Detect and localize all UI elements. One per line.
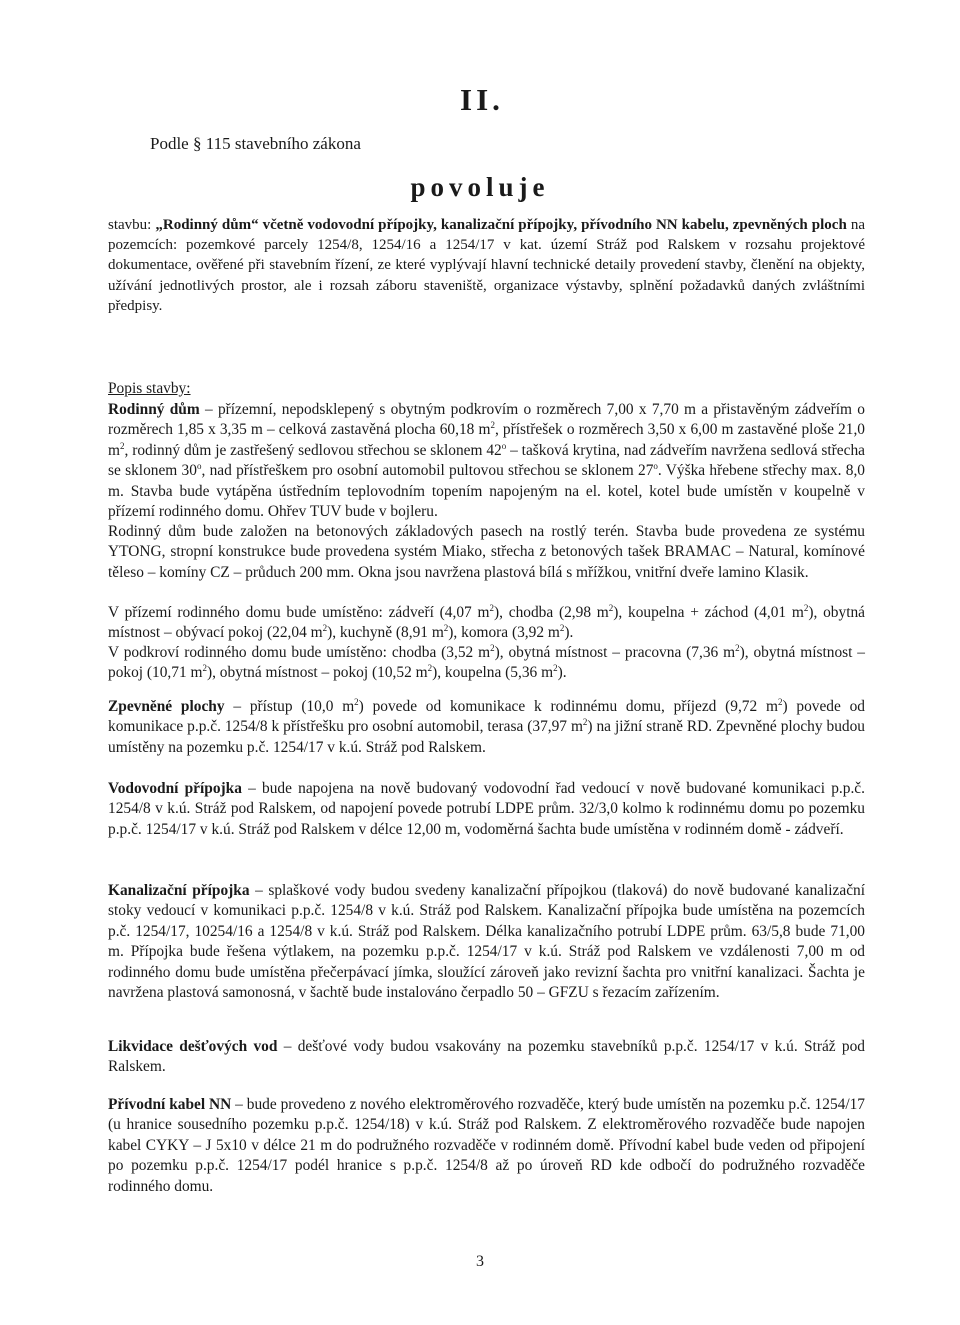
superscript: 2 <box>777 696 783 707</box>
attic-paragraph <box>108 643 865 684</box>
paved-areas-paragraph <box>108 697 865 758</box>
superscript: 2 <box>735 642 740 653</box>
superscript: o <box>196 461 202 472</box>
superscript: 2 <box>490 420 495 431</box>
page-number: 3 <box>476 1253 484 1270</box>
superscript: 2 <box>354 696 359 707</box>
intro-bold: „Rodinný dům“ včetně vodovodní přípojky, kanalizační přípojky, přívodního NN kabelu, zpevněných ploch <box>155 217 847 233</box>
text-segment: – bude provedeno z nového elektroměrového rozvaděče, který bude umístěn na pozemku p.č. 1254/17 (u hranice sousedního pozemku p.p.č. 1254/18) v k.ú. Stráž pod Ralskem. Z elektroměrového rozvaděče bude napojen kabel CYKY – J 5x10 v délce 21 m do podružného rozvaděče v rodinném domě. Přívodní kabel bude veden od připojení po pozemku p.p.č. 1254/17 podél hranice s p.p.č. 1254/8 až po úroveň RD kde odbočí do podružného rozvaděče rodinného domu. <box>108 1096 866 1195</box>
superscript: 2 <box>582 717 588 728</box>
superscript: 2 <box>322 623 328 634</box>
superscript: 2 <box>490 642 495 653</box>
text-segment: V podkroví rodinného domu bude umístěno: chodba (3,52 m <box>108 644 491 661</box>
text-segment: ) povede od komunikace p.p.č. 1254/8 k přístřešku pro osobní automobil, terasa (37,97 m <box>108 698 865 736</box>
superscript: o <box>653 461 658 472</box>
text-segment: – tašková krytina, nad zádveřím navržena sedlová střecha se sklonem 30 <box>108 441 865 480</box>
text-segment: ), obytná místnost – pracovna (7,36 m <box>494 644 736 661</box>
text-segment: ), obytná místnost – obývací pokoj (22,04 m <box>108 604 865 642</box>
superscript: 2 <box>489 602 494 613</box>
text-segment: ) na jižní straně RD. Zpevněné plochy budou umístěny na pozemku p.č. 1254/17 v k.ú. Stráž pod Ralskem. <box>108 718 865 756</box>
superscript: 2 <box>608 602 614 613</box>
text-segment: V přízemí rodinného domu bude umístěno: zádveří (4,07 m <box>108 604 490 621</box>
superscript: 2 <box>803 602 809 613</box>
water-connection-bold: Vodovodní přípojka <box>108 780 242 797</box>
text-segment: ). <box>564 624 574 642</box>
water-connection-paragraph <box>108 779 865 840</box>
section-numeral: II. <box>460 82 504 117</box>
text-segment: ). <box>557 664 567 682</box>
text-segment: ), obytná místnost – pokoj (10,71 m <box>108 644 865 682</box>
rainwater-bold: Likvidace dešťových vod <box>108 1038 278 1055</box>
text-segment: , nad přístřeškem pro osobní automobil pultovou střechou se sklonem 27 <box>201 462 654 480</box>
popis-heading: Popis stavby: <box>108 380 191 397</box>
superscript: 2 <box>119 440 125 451</box>
text-segment: – přízemní, nepodsklepený s obytným podkrovím o rozměrech 7,00 x 7,70 m a přistavěným zádveřím o rozměrech 1,85 x 3,35 m – celková zastavěná plocha 60,18 m <box>108 401 866 439</box>
text-segment: ) povede od komunikace k rodinnému domu, příjezd (9,72 m <box>358 698 778 715</box>
rodinny-dum-paragraph <box>108 400 865 522</box>
construction-paragraph: Rodinný dům bude založen na betonových základových pasech na rostlý terén. Stavba bude provedena ze systému YTONG, stropní konstrukce bude provedena systém Miako, střecha z betonových tašek BRAMAC – Natural, komínové těleso – komíny CZ – průduch 200 mm. Okna jsou navržena plastová bílá s mřížkou, vnitřní dveře lamino Klasik. <box>108 523 865 581</box>
superscript: 2 <box>443 623 449 634</box>
power-cable-paragraph <box>108 1095 865 1197</box>
ground-floor-paragraph <box>108 603 865 644</box>
text-segment: ), kuchyně (8,91 m <box>327 624 444 642</box>
intro-label: stavbu: <box>108 217 156 233</box>
legal-basis: Podle § 115 stavebního zákona <box>150 134 361 153</box>
rodinny-dum-bold: Rodinný dům <box>108 401 200 418</box>
rainwater-paragraph <box>108 1037 865 1078</box>
text-segment: ), obytná místnost – pokoj (10,52 m <box>206 664 428 682</box>
decision-heading: povoluje <box>410 172 550 202</box>
superscript: 2 <box>202 663 207 674</box>
text-segment: – splaškové vody budou svedeny kanalizační přípojkou (tlaková) do nově budované kanalizační stoky vedoucí v komunikaci p.p.č. 1254/8 v k.ú. Stráž pod Ralskem. Kanalizační přípojka bude umístěna na pozemcích p.č. 1254/17, 10254/16 a 1254/8 v k.ú. Stráž pod Ralskem. Délka kanalizačního potrubí LDPE prům. 63/5,8 bude 71,00 m. Přípojka bude řešena výtlakem, na pozemku p.p.č. 1254/17 v k.ú. Stráž pod Ralskem ve vzdálenosti 7,00 m od rodinného domu bude umístěna přečerpávací jímka, sloužící zároveň jako revizní šachta pro vnitřní kanalizaci. Šachta je navržena plastová samonosná, v šachtě bude instalováno čerpadlo 50 – GFZU s řezacím zařízením. <box>108 882 865 1002</box>
superscript: 2 <box>427 663 433 674</box>
intro-text: na pozemcích: pozemkové parcely 1254/8, 1254/16 a 1254/17 v kat. území Stráž pod Ralskem v rozsahu projektové dokumentace, ověřené při stavebním řízení, ze které vyplývají hlavní technické detaily provedení stavby, členění na objekty, užívání jednotlivých prostor, ale i rozsah záboru staveniště, organizace výstavby, splnění požadavků daných zvláštními předpisy. <box>108 217 865 314</box>
text-segment: – přístup (10,0 m <box>224 698 355 715</box>
text-segment: ), koupelna + záchod (4,01 m <box>613 604 804 621</box>
text-segment: ), chodba (2,98 m <box>493 604 609 621</box>
superscript: o <box>501 440 507 451</box>
intro-paragraph <box>108 215 865 316</box>
text-segment: . Výška hřebene střechy max. 8,0 m. Stavba bude vytápěna ústředním teplovodním topením napojeným na el. kotel, kotel bude umístěn v koupelně v přízemí rodinného domu. Ohřev TUV bude v bojleru. <box>108 462 865 521</box>
superscript: 2 <box>553 663 558 674</box>
sewer-connection-paragraph <box>108 881 865 1003</box>
sewer-connection-bold: Kanalizační přípojka <box>108 882 250 899</box>
text-segment: ), komora (3,92 m <box>448 624 560 642</box>
text-segment: ), koupelna (5,36 m <box>432 664 554 682</box>
text-segment: – dešťové vody budou vsakovány na pozemku stavebníků p.p.č. 1254/17 v k.ú. Stráž pod Ralskem. <box>108 1038 866 1076</box>
text-segment: – bude napojena na nově budovaný vodovodní řad vedoucí v nově budované komunikaci p.p.č. 1254/8 v k.ú. Stráž pod Ralskem, od napojení povede potrubí LDPE prům. 32/3,0 kolmo k rodinnému domu po pozemku p.p.č. 1254/17 v k.ú. Stráž pod Ralskem v délce 12,00 m, vodoměrná šachta bude umístěna v rodinném domě - zádveří. <box>108 780 865 838</box>
power-cable-bold: Přívodní kabel NN <box>108 1096 232 1113</box>
paved-areas-bold: Zpevněné plochy <box>108 698 225 715</box>
text-segment: , rodinný dům je zastřešený sedlovou střechou se sklonem 42 <box>124 441 502 459</box>
text-segment: , přístřešek o rozměrech 3,50 x 6,00 m zastavěné ploše 21,0 m <box>108 421 865 459</box>
superscript: 2 <box>559 623 565 634</box>
